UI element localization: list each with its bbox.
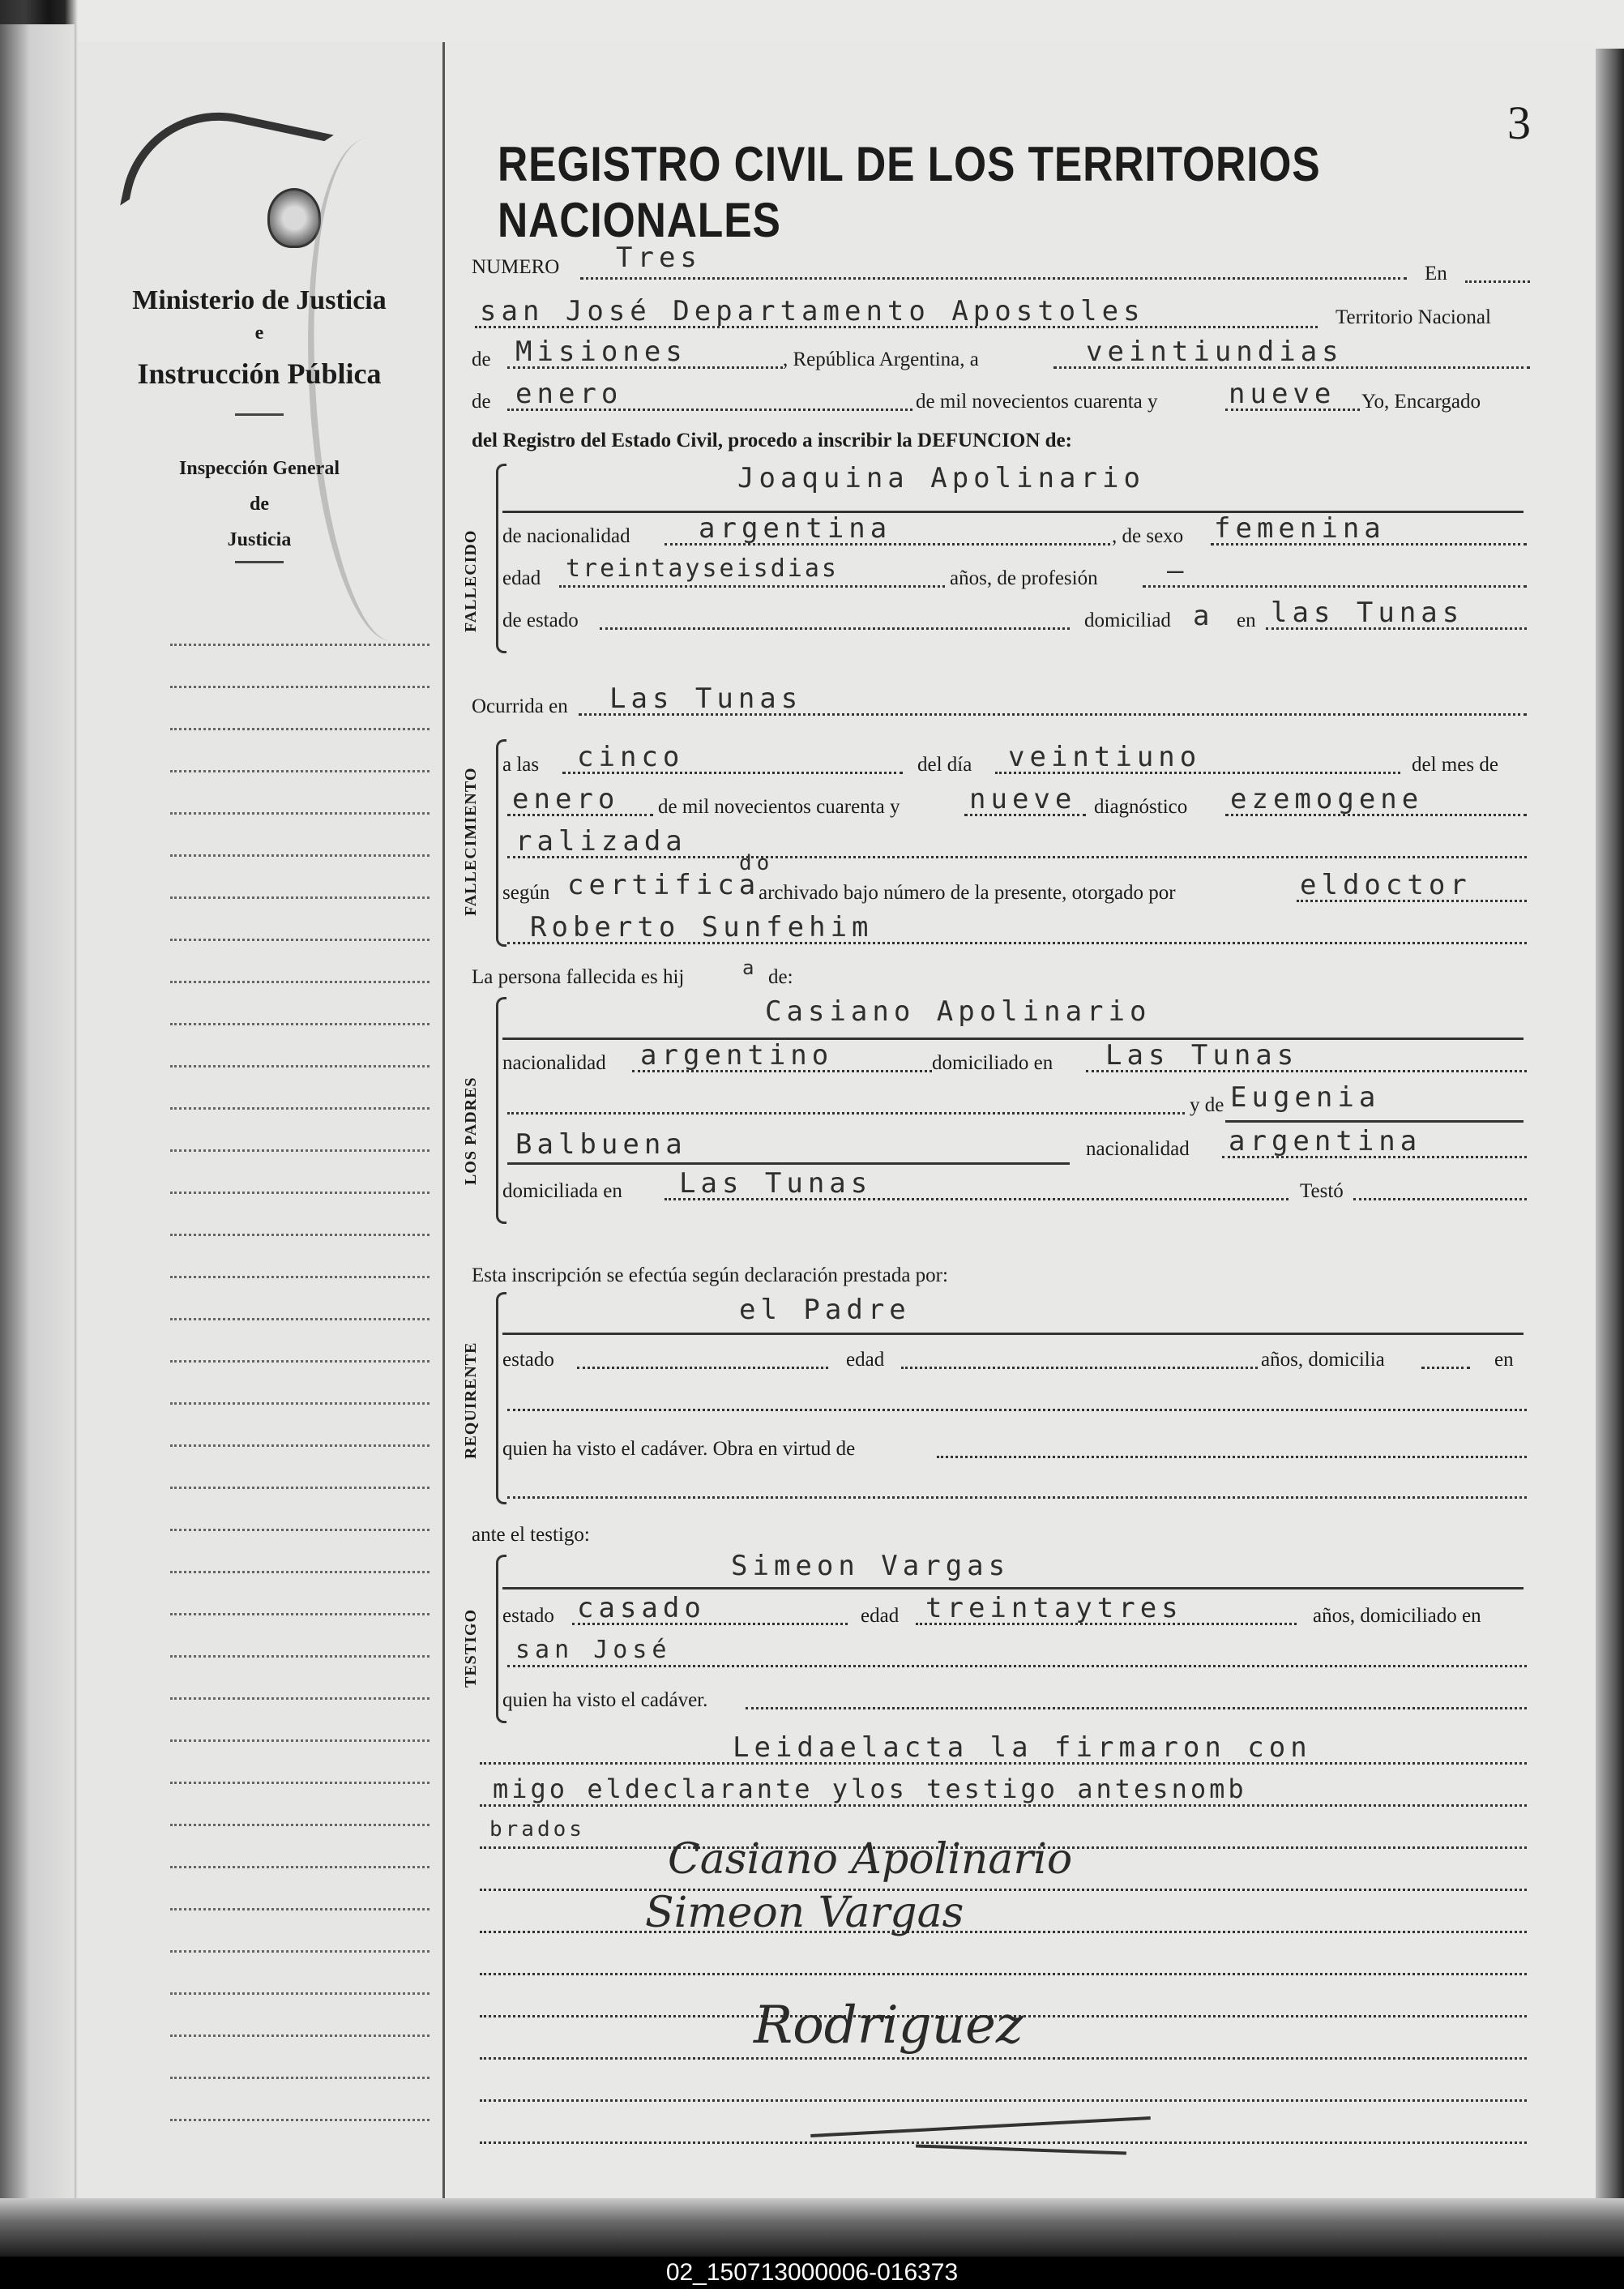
diagnostico-value-2: ralizada xyxy=(515,825,687,858)
inspeccion-line-2: de xyxy=(250,494,269,515)
sexo-value: femenina xyxy=(1214,512,1386,545)
sexo-line xyxy=(1211,543,1527,546)
requirente-domicilio-line xyxy=(1421,1367,1470,1369)
territory-value: Misiones xyxy=(515,336,687,368)
estado-label: de estado xyxy=(502,610,579,631)
ocurrida-line xyxy=(579,713,1527,716)
margin-ruled-line xyxy=(170,1824,430,1826)
place-line xyxy=(475,326,1318,328)
ministry-line-1: Ministerio de Justicia xyxy=(132,285,387,315)
republica-label: , República Argentina, a xyxy=(783,349,979,370)
requirente-estado-line xyxy=(577,1367,828,1369)
testigo-section-label: TESTIGO xyxy=(462,1608,480,1688)
day-value: veintiundias xyxy=(1086,336,1344,368)
left-page-edge xyxy=(0,24,75,2229)
margin-ruled-line xyxy=(170,1318,430,1320)
closing-ruled-line xyxy=(480,1804,1527,1807)
margin-ruled-line xyxy=(170,854,430,857)
madre-domicilio: Las Tunas xyxy=(679,1167,873,1200)
testigo-estado-line xyxy=(572,1623,848,1625)
day-line xyxy=(1053,366,1530,369)
margin-ruled-line xyxy=(170,1276,430,1278)
territorio-label: Territorio Nacional xyxy=(1336,306,1491,328)
en-label: En xyxy=(1425,263,1447,285)
month-line xyxy=(507,409,912,411)
diagnostico-value: ezemogene xyxy=(1230,783,1424,815)
testigo-edad-value: treintaytres xyxy=(925,1592,1183,1624)
year-line xyxy=(1225,409,1360,411)
inspeccion-line-1: Inspección General xyxy=(179,458,340,479)
closing-line-2: migo eldeclarante ylos testigo antesnomb xyxy=(493,1773,1247,1804)
profesion-value: — xyxy=(1167,554,1189,587)
requirente-line-3 xyxy=(507,1496,1527,1499)
padre-nacionalidad-line xyxy=(632,1070,932,1072)
margin-ruled-line xyxy=(170,1360,430,1363)
ocurrida-value: Las Tunas xyxy=(609,682,803,715)
encargado-label: Yo, Encargado xyxy=(1361,391,1481,413)
delmes-label: del mes de xyxy=(1412,754,1498,776)
anio-value: nueve xyxy=(969,783,1077,815)
en-line xyxy=(1465,280,1530,283)
testigo-name-line xyxy=(502,1587,1524,1589)
requirente-visto-label: quien ha visto el cadáver. Obra en virtud de xyxy=(502,1438,856,1460)
madre-name-1: Eugenia xyxy=(1230,1081,1381,1114)
testigo-edad-line xyxy=(916,1623,1297,1625)
sexo-label: , de sexo xyxy=(1112,525,1184,547)
requirente-value-line xyxy=(502,1333,1524,1335)
requirente-anos-label: años, domicilia xyxy=(1261,1349,1385,1371)
fallecido-section-label: FALLECIDO xyxy=(462,529,480,632)
margin-ruled-line xyxy=(170,2034,430,2037)
fallecimiento-section-label: FALLECIMIENTO xyxy=(462,767,480,916)
padres-intro-suffix: a xyxy=(742,956,759,979)
padre-name: Casiano Apolinario xyxy=(765,995,1152,1028)
doctor-value: Roberto Sunfehim xyxy=(530,911,874,943)
closing-ruled-line xyxy=(480,1889,1527,1891)
margin-ruled-line xyxy=(170,1107,430,1110)
padre-domiciliado-label: domiciliado en xyxy=(932,1052,1053,1074)
domicilio-en-label: en xyxy=(1237,610,1256,631)
registro-text: del Registro del Estado Civil, procedo a inscribir la DEFUNCION de: xyxy=(472,430,1072,451)
margin-ruled-line xyxy=(170,686,430,688)
diagnostico-label: diagnóstico xyxy=(1094,796,1188,818)
margin-ruled-line xyxy=(170,1908,430,1910)
requirente-intro: Esta inscripción se efectúa según declaración prestada por: xyxy=(472,1264,948,1286)
padre-domicilio: Las Tunas xyxy=(1105,1039,1299,1072)
testigo-visto-line xyxy=(746,1707,1527,1709)
domiciliad-label: domiciliad xyxy=(1084,610,1171,631)
margin-ruled-line xyxy=(170,981,430,983)
testigo-intro: ante el testigo: xyxy=(472,1524,590,1546)
inspeccion-line-3: Justicia xyxy=(227,529,292,550)
archivado-label: archivado bajo número de la presente, otorgado por xyxy=(759,882,1176,904)
testigo-domicilio-line xyxy=(507,1665,1527,1667)
testo-label: Testó xyxy=(1300,1180,1344,1202)
signature-declarante: Casiano Apolinario xyxy=(668,1835,1073,1884)
signature-testigo: Simeon Vargas xyxy=(645,1889,964,1937)
estado-line xyxy=(600,627,1070,630)
padre-nacionalidad-label: nacionalidad xyxy=(502,1052,606,1074)
margin-ruled-line xyxy=(170,770,430,772)
hora-value: cinco xyxy=(577,741,685,773)
testo-line xyxy=(1353,1198,1527,1200)
closing-line-3: brados xyxy=(489,1817,585,1842)
requirente-edad-label: edad xyxy=(846,1349,885,1371)
anio-line xyxy=(964,814,1086,816)
margin-ruled-line xyxy=(170,812,430,815)
madre-name-line-2 xyxy=(507,1162,1070,1165)
margin-ruled-line xyxy=(170,1529,430,1531)
domiciliad-suffix: a xyxy=(1193,600,1215,632)
padre-domicilio-line xyxy=(1086,1070,1527,1072)
year-value: nueve xyxy=(1229,378,1336,410)
hora-line xyxy=(562,772,903,774)
national-emblem-icon xyxy=(267,188,321,248)
madre-name-2: Balbuena xyxy=(515,1128,687,1161)
margin-ruled-line xyxy=(170,1444,430,1447)
margin-ruled-line xyxy=(170,1149,430,1152)
padres-section-label: LOS PADRES xyxy=(462,1076,480,1185)
image-id-footer: 02_150713000006-016373 xyxy=(0,2257,1624,2289)
margin-ruled-line xyxy=(170,1234,430,1236)
margin-ruled-line xyxy=(170,896,430,899)
diagnostico-line xyxy=(1225,814,1527,816)
de-label: de xyxy=(472,349,491,370)
profesion-line xyxy=(1143,585,1527,588)
testigo-estado-label: estado xyxy=(502,1605,554,1627)
padre-nacionalidad: argentino xyxy=(640,1039,834,1072)
dia-line xyxy=(995,772,1400,774)
margin-ruled-line xyxy=(170,1023,430,1025)
ministry-conjunction: e xyxy=(254,323,264,344)
margin-ruled-line xyxy=(170,1613,430,1615)
diagnostico-line-2 xyxy=(507,856,1527,858)
place-value: san José Departamento Apostoles xyxy=(480,295,1145,327)
month-value: enero xyxy=(515,378,623,410)
deldia-label: del día xyxy=(917,754,972,776)
requirente-brace xyxy=(496,1292,506,1504)
nacionalidad-line xyxy=(665,543,1110,546)
book-edge xyxy=(1596,49,1624,2205)
margin-ruled-line xyxy=(170,1739,430,1742)
margin-ruled-line xyxy=(170,2119,430,2121)
edad-value: treintayseisdias xyxy=(566,554,839,583)
margin-ruled-line xyxy=(170,1402,430,1405)
signature-encargado: Rodriguez xyxy=(754,1996,1024,2056)
testigo-anos-label: años, domiciliado en xyxy=(1313,1605,1481,1627)
madre-domicilio-line xyxy=(665,1198,1289,1200)
madre-nacionalidad-line xyxy=(1222,1156,1527,1158)
anos-profesion-label: años, de profesión xyxy=(950,567,1098,589)
page-title: REGISTRO CIVIL DE LOS TERRITORIOS NACIONALES xyxy=(498,137,1321,247)
margin-ruled-line xyxy=(170,1571,430,1573)
alas-label: a las xyxy=(502,754,540,776)
margin-ruled-line xyxy=(170,1655,430,1658)
requirente-en-label: en xyxy=(1494,1349,1514,1371)
domicilio-value: las Tunas xyxy=(1271,597,1464,629)
requirente-line-2 xyxy=(507,1409,1527,1411)
certificado-suffix: do xyxy=(739,851,775,875)
testigo-name: Simeon Vargas xyxy=(731,1550,1011,1582)
margin-ruled-line xyxy=(170,939,430,941)
margin-ruled-line xyxy=(170,644,430,646)
closing-ruled-line xyxy=(480,2099,1527,2102)
closing-ruled-line xyxy=(480,1973,1527,1975)
madre-name-line-1 xyxy=(1225,1120,1524,1123)
margin-ruled-line xyxy=(170,1866,430,1868)
numero-label: NUMERO xyxy=(472,256,560,278)
margin-ruled-line xyxy=(170,1782,430,1784)
closing-line-1: Leidaelacta la firmaron con xyxy=(733,1731,1312,1764)
edad-line xyxy=(559,585,945,588)
margin-ruled-line xyxy=(170,728,430,730)
doctor-line xyxy=(507,942,1527,944)
requirente-edad-line xyxy=(901,1367,1258,1369)
testigo-domicilio-value: san José xyxy=(515,1636,672,1664)
padre-extra-line xyxy=(507,1112,1185,1115)
mil-label: de mil novecientos cuarenta y xyxy=(916,391,1158,413)
margin-ruled-line xyxy=(170,1065,430,1067)
mes-line xyxy=(507,814,653,816)
inspeccion-block xyxy=(89,451,430,558)
closing-ruled-line xyxy=(480,2141,1527,2144)
de2-label: de xyxy=(472,391,491,413)
closing-ruled-line xyxy=(480,2057,1527,2060)
certificado-value: certifica xyxy=(567,869,761,901)
fallecimiento-mil-label: de mil novecientos cuarenta y xyxy=(658,796,900,818)
otorgado-value: eldoctor xyxy=(1300,869,1472,901)
nacionalidad-value: argentina xyxy=(699,512,892,545)
ocurrida-label: Ocurrida en xyxy=(472,695,568,717)
padres-intro-label: La persona fallecida es hij xyxy=(472,966,685,988)
margin-ruled-line xyxy=(170,1950,430,1953)
mes-value: enero xyxy=(512,783,620,815)
fallecido-name: Joaquina Apolinario xyxy=(737,462,1145,494)
otorgado-line xyxy=(1297,900,1527,902)
numero-line xyxy=(580,277,1407,280)
territory-line xyxy=(507,366,783,369)
testigo-estado-value: casado xyxy=(577,1592,706,1624)
requirente-visto-line xyxy=(937,1456,1527,1458)
margin-ruled-line xyxy=(170,2077,430,2079)
requirente-value: el Padre xyxy=(739,1294,911,1326)
ministry-line-2: Instrucción Pública xyxy=(137,357,382,390)
margin-ruled-line xyxy=(170,1992,430,1995)
edad-label: edad xyxy=(502,567,541,589)
nacionalidad-label: de nacionalidad xyxy=(502,525,630,547)
madre-domiciliada-label: domiciliada en xyxy=(502,1180,622,1202)
padres-intro-end: de: xyxy=(768,966,793,988)
margin-ruled-line xyxy=(170,1487,430,1489)
testigo-visto-label: quien ha visto el cadáver. xyxy=(502,1689,708,1711)
closing-ruled-line xyxy=(480,1931,1527,1933)
numero-value: Tres xyxy=(616,242,702,274)
margin-rule xyxy=(235,561,284,563)
domicilio-line xyxy=(1266,627,1527,630)
margin-ruled-line xyxy=(170,1192,430,1194)
book-bottom-edge xyxy=(0,2198,1624,2257)
madre-nacionalidad-label: nacionalidad xyxy=(1086,1138,1190,1160)
yde-label: y de xyxy=(1190,1094,1224,1116)
segun-label: según xyxy=(502,882,550,904)
madre-nacionalidad: argentina xyxy=(1229,1125,1422,1157)
margin-rule xyxy=(235,413,284,416)
testigo-edad-label: edad xyxy=(861,1605,900,1627)
dia-value: veintiuno xyxy=(1008,741,1202,773)
margin-ruled-line xyxy=(170,1697,430,1700)
page-number: 3 xyxy=(1507,96,1531,149)
requirente-section-label: REQUIRENTE xyxy=(462,1341,480,1459)
requirente-estado-label: estado xyxy=(502,1349,554,1371)
